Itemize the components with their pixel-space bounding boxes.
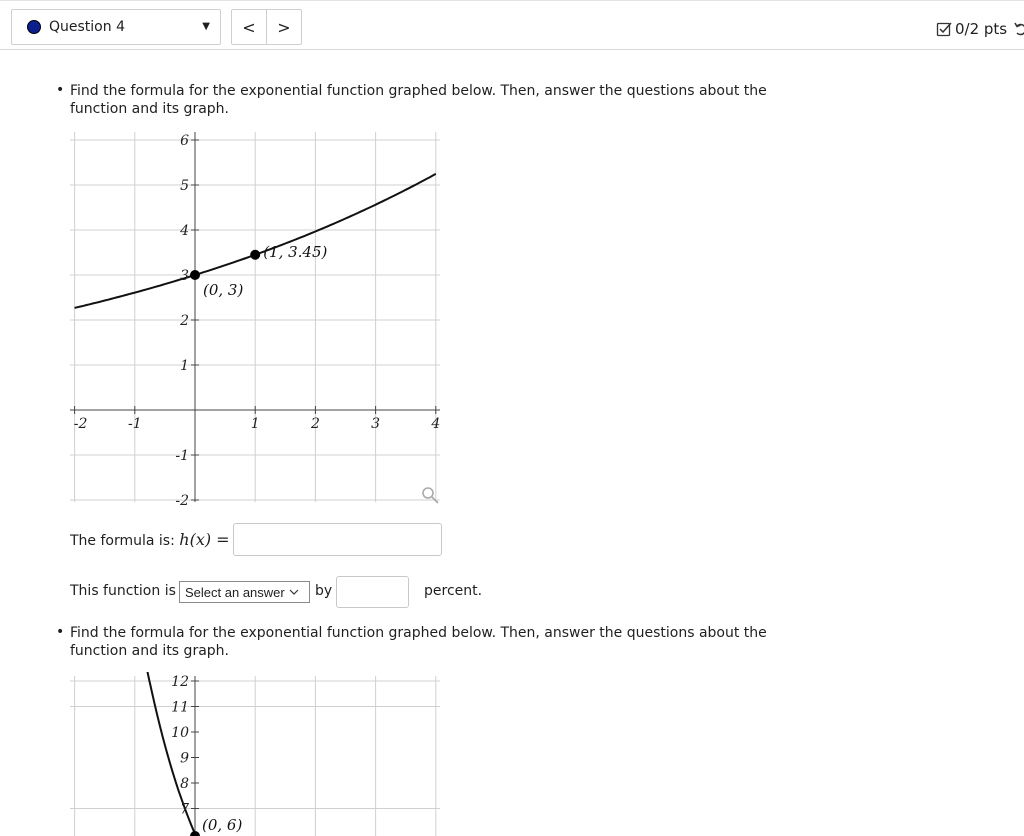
y-tick-label: 6: [180, 133, 189, 149]
y-tick-label: 5: [180, 178, 189, 194]
y-tick-label: 4: [180, 223, 189, 239]
formula-math: h(x) =: [179, 530, 230, 549]
question-label: Question 4: [49, 19, 125, 35]
x-tick-label: 2: [310, 416, 320, 432]
data-point: [190, 831, 200, 836]
x-tick-label: 3: [371, 416, 381, 432]
problem-2-text: Find the formula for the exponential function graphed below. Then, answer the questions about the function and its graph.: [70, 625, 767, 659]
chevron-down-icon: [289, 588, 299, 596]
x-tick-label: -2: [73, 416, 88, 432]
y-tick-label: 11: [171, 699, 189, 716]
y-tick-label: 1: [180, 358, 189, 374]
function-label: This function is: [70, 583, 176, 599]
data-point: [250, 250, 260, 260]
formula-label-text: The formula is:: [70, 533, 180, 549]
question-status-dot: [27, 20, 41, 34]
formula-input[interactable]: [233, 523, 442, 556]
points-text: 0/2 pts: [955, 20, 1008, 38]
problem-1-text: Find the formula for the exponential function graphed below. Then, answer the questions about the function and its graph.: [70, 83, 767, 117]
formula-label: [70, 530, 230, 549]
question-header: [0, 0, 1024, 50]
graph-2: [66, 672, 446, 836]
y-tick-label: 3: [180, 268, 189, 284]
retry-icon[interactable]: [1013, 21, 1024, 37]
bullet: •: [56, 82, 65, 98]
percent-input[interactable]: [336, 576, 409, 608]
question-nav: [231, 9, 302, 45]
by-label: by: [315, 583, 333, 599]
x-tick-label: -1: [127, 416, 142, 432]
previous-question-button[interactable]: <: [242, 17, 256, 37]
bullet: •: [56, 624, 65, 640]
x-tick-label: 4: [431, 416, 441, 432]
increase-decrease-select[interactable]: [179, 581, 310, 603]
y-tick-label: 9: [180, 750, 189, 767]
x-tick-label: 1: [250, 416, 260, 432]
next-question-button[interactable]: >: [266, 10, 301, 44]
question-selector[interactable]: [11, 9, 221, 45]
point-label: (1, 3.45): [263, 242, 328, 261]
y-tick-label: 10: [171, 725, 189, 741]
caret-down-icon: ▼: [202, 21, 210, 32]
points-display: [936, 20, 1024, 38]
select-value: Select an answer: [185, 584, 285, 600]
y-tick-label: -1: [175, 448, 189, 464]
y-tick-label: -2: [175, 493, 189, 509]
data-point: [190, 270, 200, 280]
y-tick-label: 8: [180, 776, 189, 792]
graph-1: [66, 130, 446, 512]
y-tick-label: 7: [180, 801, 189, 818]
y-tick-label: 12: [171, 674, 189, 690]
y-tick-label: 2: [180, 313, 189, 329]
percent-label: percent.: [424, 583, 483, 599]
checkbox-icon: [936, 21, 952, 37]
point-label: (0, 6): [202, 816, 243, 834]
point-label: (0, 3): [203, 281, 244, 299]
